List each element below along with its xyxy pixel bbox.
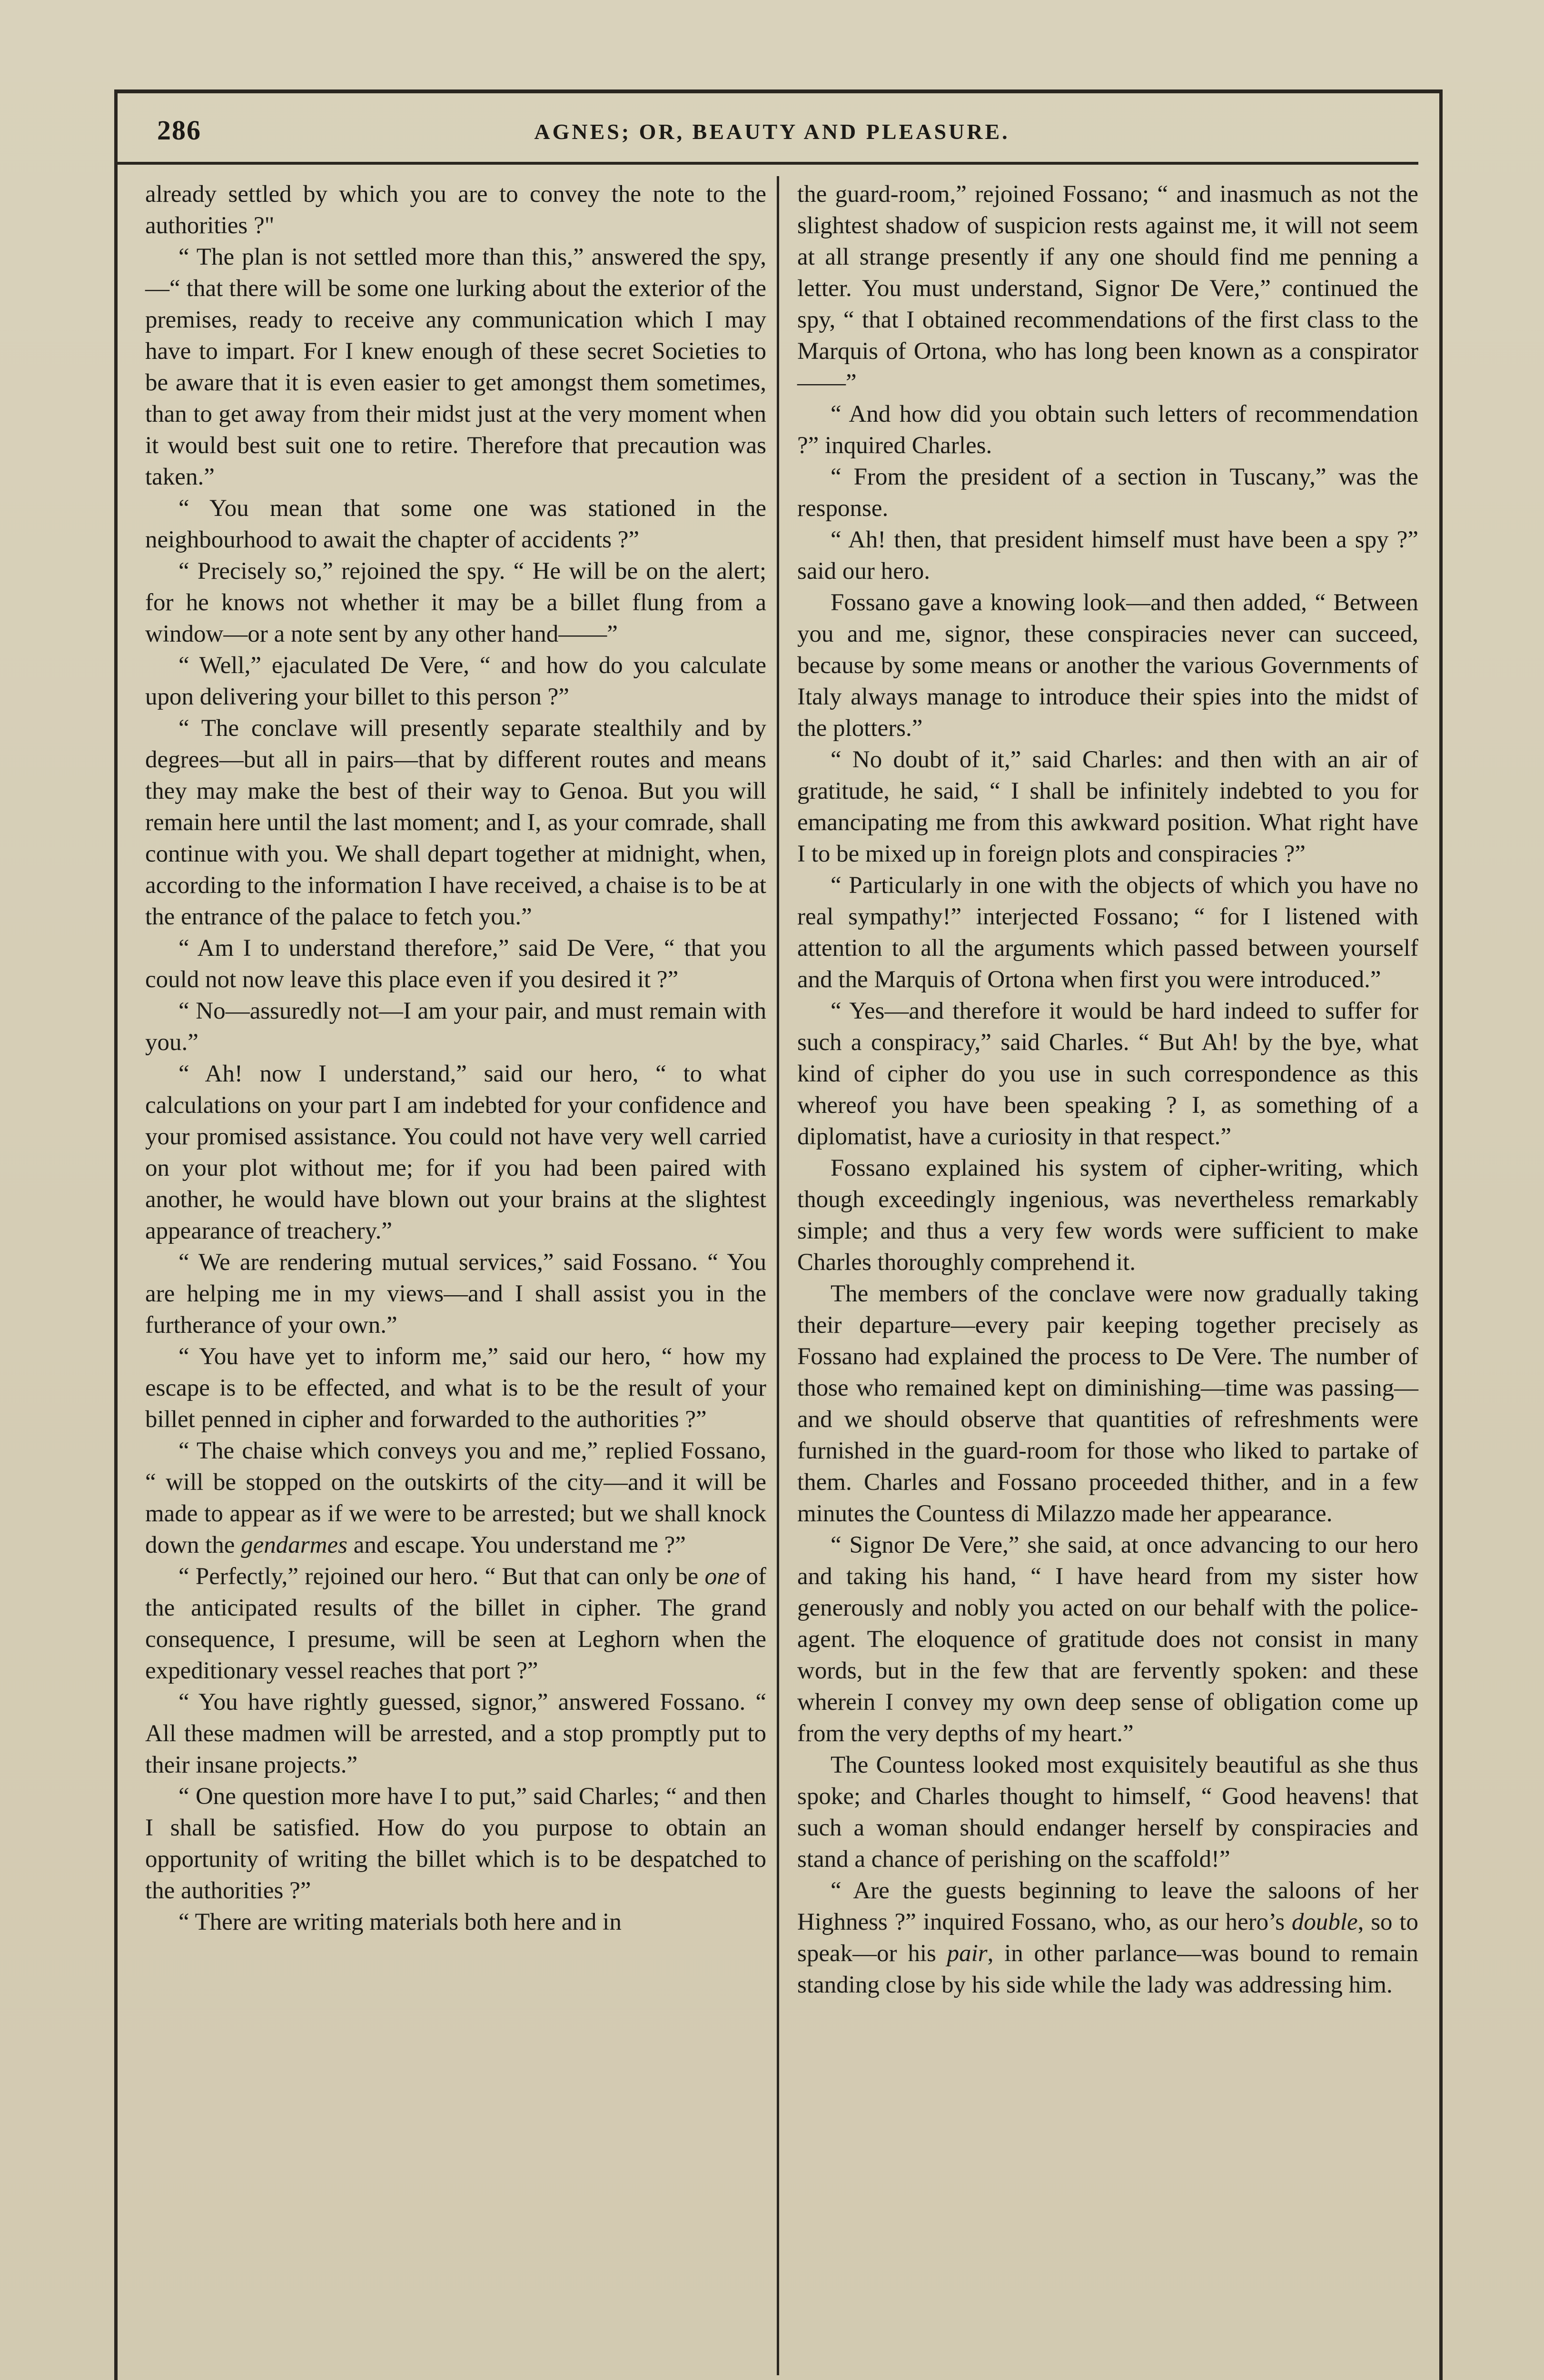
paragraph: The Countess looked most exquisitely beautiful as she thus spoke; and Charles thought to himself, “ Good heavens! that such a woman should endanger herself by conspiracies and stand a chance of perishing on the scaffold!” [797,1752,1418,1873]
text-run: and escape. You understand me ?” [347,1532,686,1558]
text-run: “ Are the guests beginning to leave the saloons of her Highness ?” inquired Fossano, who, as our hero’s [797,1877,1418,1935]
paragraph: already settled by which you are to convey the note to the authorities ?" [145,181,766,239]
paragraph: “ Yes—and therefore it would be hard indeed to suffer for such a conspiracy,” said Charles. “ But Ah! by the bye, what kind of cipher do you use in such correspondence as this whereof you have been speaking ? I, as something of a diplomatist, have a curiosity in that respect.” [797,998,1418,1150]
text-run: “ The chaise which conveys you and me,” replied Fossano, “ will be stopped on the outskirts of the city—and it will be made to appear as if we were to be arrested; but we shall knock down the [145,1438,766,1558]
paragraph: “ You have yet to inform me,” said our hero, “ how my escape is to be effected, and what is to be the result of your billet penned in cipher and forwarded to the authorities ?” [145,1343,766,1433]
italic-word: double [1291,1909,1358,1935]
paragraph: “ You have rightly guessed, signor,” answered Fossano. “ All these madmen will be arrested, and a stop promptly put to their insane projects.” [145,1689,766,1778]
paragraph: “ There are writing materials both here and in [178,1909,622,1935]
header-rule [114,162,1418,165]
left-text-column [145,178,766,1938]
right-border-rule [1439,89,1443,2380]
italic-word: pair [947,1940,988,1967]
text-run: “ Perfectly,” rejoined our hero. “ But that can only be [178,1563,705,1590]
paragraph: Fossano explained his system of cipher-writing, which though exceedingly ingenious, was nevertheless remarkably simple; and thus a very few words were sufficient to make Charles thoroughly comprehend it. [797,1155,1418,1276]
paragraph: “ Signor De Vere,” she said, at once advancing to our hero and taking his hand, “ I have heard from my sister how generously and nobly you acted on our behalf with the police-agent. The eloquence of gratitude does not consist in many words, but in the few that are fervently spoken: and these wherein I convey my own deep sense of obligation come up from the very depths of my heart.” [797,1532,1418,1747]
paragraph: “ Well,” ejaculated De Vere, “ and how do you calculate upon delivering your billet to this person ?” [145,652,766,710]
paragraph: “ We are rendering mutual services,” said Fossano. “ You are helping me in my views—and I shall assist you in the furtherance of your own.” [145,1249,766,1339]
paragraph [145,1561,766,1686]
paragraph: “ The plan is not settled more than this,” answered the spy,—“ that there will be some one lurking about the exterior of the premises, ready to receive any communication which I may have to impart. For I knew enough of these secret Societies to be aware that it is even easier to get amongst them sometimes, than to get away from their midst just at the very moment when it would best suit one to retire. Therefore that precaution was taken.” [145,244,766,490]
paragraph: The members of the conclave were now gradually taking their departure—every pair keeping together precisely as Fossano had explained the process to De Vere. The number of those who remained kept on diminishing—time was passing—and we should observe that quantities of refreshments were furnished in the guard-room for those who liked to partake of them. Charles and Fossano proceeded thither, and in a few minutes the Countess di Milazzo made her appearance. [797,1280,1418,1527]
column-divider [777,176,779,2375]
text-run: of the anticipated results of the billet in cipher. The grand consequence, I presume, will be seen at Leghorn when the expeditionary vessel reaches that port ?” [145,1563,766,1684]
italic-word: gendarmes [241,1532,347,1558]
paragraph: “ Ah! now I understand,” said our hero, “ to what calculations on your part I am indebted for your confidence and your promised assistance. You could not have very well carried on your plot without me; for if you had been paired with another, he would have blown out your brains at the slightest appearance of treachery.” [145,1061,766,1244]
paragraph: Fossano gave a knowing look—and then added, “ Between you and me, signor, these conspiracies never can succeed, because by some means or another the various Governments of Italy always manage to introduce their spies into the midst of the plotters.” [797,589,1418,742]
text-run: , so to speak—or his [797,1909,1418,1967]
paragraph [797,1875,1418,2001]
paragraph [145,1435,766,1561]
page-number: 286 [157,115,201,146]
top-border-rule [114,89,1442,93]
paragraph: “ And how did you obtain such letters of recommendation ?” inquired Charles. [797,401,1418,459]
running-title: AGNES; OR, BEAUTY AND PLEASURE. [534,119,1010,144]
right-text-column [797,178,1418,2001]
paragraph: “ No—assuredly not—I am your pair, and must remain with you.” [145,998,766,1056]
paragraph: the guard-room,” rejoined Fossano; “ and inasmuch as not the slightest shadow of suspicion rests against me, it will not seem at all strange presently if any one should find me penning a letter. You must understand, Signor De Vere,” continued the spy, “ that I obtained recommendations of the first class to the Marquis of Ortona, who has long been known as a conspirator——” [797,181,1418,396]
paragraph: “ Precisely so,” rejoined the spy. “ He will be on the alert; for he knows not whether it may be a billet flung from a window—or a note sent by any other hand——” [145,558,766,647]
paragraph: “ Particularly in one with the objects of which you have no real sympathy!” interjected Fossano; “ for I listened with attention to all the arguments which passed between yourself and the Marquis of Ortona when first you were introduced.” [797,872,1418,993]
paragraph: “ No doubt of it,” said Charles: and then with an air of gratitude, he said, “ I shall be infinitely indebted to you for emancipating me from this awkward position. What right have I to be mixed up in foreign plots and conspiracies ?” [797,746,1418,867]
paragraph: “ One question more have I to put,” said Charles; “ and then I shall be satisfied. How do you purpose to obtain an opportunity of writing the billet which is to be despatched to the authorities ?” [145,1783,766,1904]
paragraph: “ You mean that some one was stationed in the neighbourhood to await the chapter of accidents ?” [145,495,766,553]
italic-word: one [704,1563,740,1590]
left-border-rule [114,89,118,2380]
paragraph: “ Ah! then, that president himself must have been a spy ?” said our hero. [797,526,1418,585]
paragraph: “ From the president of a section in Tuscany,” was the response. [797,464,1418,522]
paragraph: “ Am I to understand therefore,” said De Vere, “ that you could not now leave this place even if you desired it ?” [145,935,766,993]
paragraph: “ The conclave will presently separate stealthily and by degrees—but all in pairs—that by different routes and means they may make the best of their way to Genoa. But you will remain here until the last moment; and I, as your comrade, shall continue with you. We shall depart together at midnight, when, according to the information I have received, a chaise is to be at the entrance of the palace to fetch you.” [145,715,766,930]
text-run: , in other parlance—was bound to remain standing close by his side while the lady was addressing him. [797,1940,1419,1998]
